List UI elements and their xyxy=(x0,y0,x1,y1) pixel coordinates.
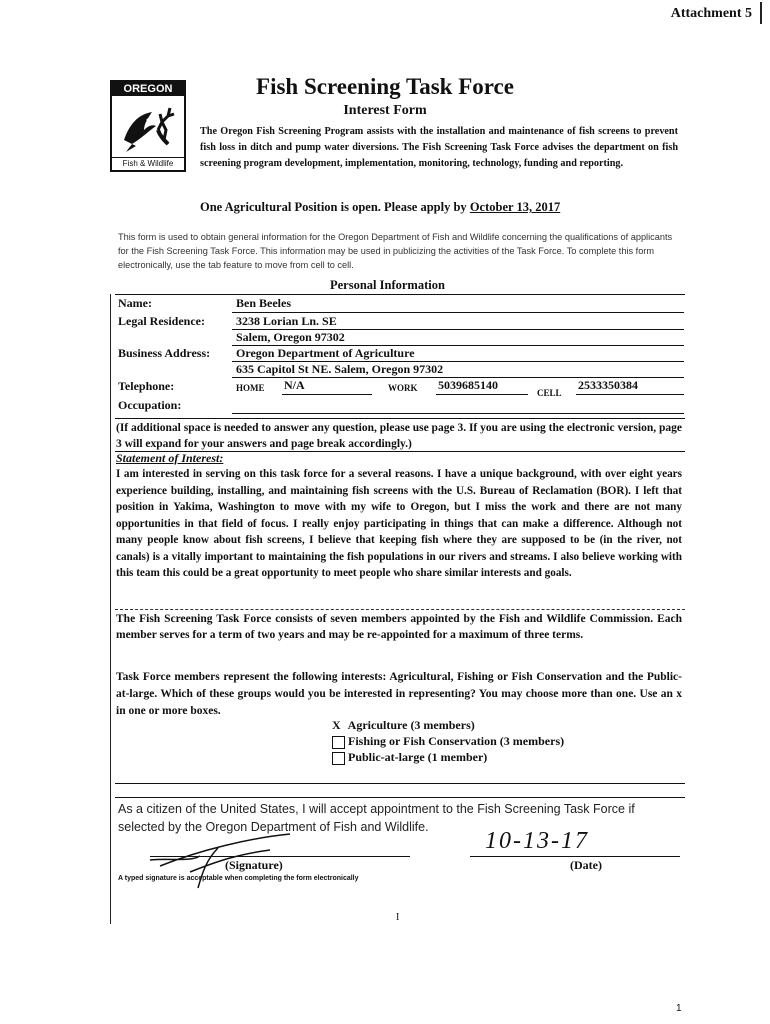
business-line1-field[interactable]: Oregon Department of Agriculture xyxy=(236,346,415,360)
additional-space-note: (If additional space is needed to answer any question, please use page 3. If you are using the electronic version, page 3 will expand for your answers and page break accordingly.) xyxy=(116,422,682,450)
business-label: Business Address: xyxy=(118,346,211,360)
agriculture-mark: X xyxy=(332,718,341,732)
residence-label: Legal Residence: xyxy=(118,314,205,328)
public-checkbox[interactable] xyxy=(332,752,345,765)
fishing-checkbox[interactable] xyxy=(332,736,345,749)
page-title: Fish Screening Task Force xyxy=(256,74,514,99)
home-phone-field[interactable]: N/A xyxy=(284,378,305,392)
open-position-text: One Agricultural Position is open. Please apply by xyxy=(200,200,470,214)
commission-paragraph: The Fish Screening Task Force consists of seven members appointed by the Fish and Wildlife Commission. Each member serves for a term of two years and may be re-appointed for a maximum of three terms. xyxy=(116,613,682,641)
residence-line1-field[interactable]: 3238 Lorian Ln. SE xyxy=(236,314,337,328)
signature-line xyxy=(150,856,410,857)
name-underline xyxy=(232,312,684,313)
fishing-label: Fishing or Fish Conservation (3 members) xyxy=(348,734,565,748)
date-line xyxy=(470,856,680,857)
statement-title: Statement of Interest: xyxy=(116,451,224,465)
name-field[interactable]: Ben Beeles xyxy=(236,296,291,310)
statement-dashed-divider xyxy=(115,609,685,610)
agriculture-label: Agriculture (3 members) xyxy=(347,718,475,732)
cell-phone-field[interactable]: 2533350384 xyxy=(578,378,638,392)
fish-wildlife-logo-icon xyxy=(118,100,178,154)
deadline-date: October 13, 2017 xyxy=(469,200,561,214)
date-label: (Date) xyxy=(570,858,602,872)
work-label: WORK xyxy=(388,383,418,393)
attachment-label: Attachment 5 xyxy=(670,6,752,21)
logo-top-text: OREGON xyxy=(112,82,184,96)
citizen-top-border-1 xyxy=(115,783,685,784)
odfw-logo xyxy=(110,80,186,172)
section-divider xyxy=(115,294,685,295)
intro-paragraph: The Oregon Fish Screening Program assists with the installation and maintenance of fish screens to prevent fish loss in ditch and pump water diversions. The Fish Screening Task Force advises the department on fish screening program development, implementation, monitoring, technology, funding and reporting. xyxy=(200,126,678,169)
page-number: 1 xyxy=(676,1003,682,1014)
business-line2-field[interactable]: 635 Capitol St NE. Salem, Oregon 97302 xyxy=(236,362,444,376)
public-label: Public-at-large (1 member) xyxy=(348,750,488,764)
home-underline xyxy=(282,394,372,395)
name-label: Name: xyxy=(118,296,152,310)
purpose-paragraph: This form is used to obtain general information for the Oregon Department of Fish and Wildlife concerning the qualifications of applicants for the Fish Screening Task Force. This information may be used in publicizing the activities of the Task Force. To complete this form electronically, use the tab feature to move from cell to cell. xyxy=(118,232,673,270)
interests-paragraph: Task Force members represent the following interests: Agricultural, Fishing or Fish Conservation and the Public-at-large. Which of these groups would you be interested in representing? You may choose more than one. Use an x in one or more boxes. xyxy=(116,671,682,717)
occupation-field[interactable] xyxy=(232,413,684,414)
citizen-statement: As a citizen of the United States, I will accept appointment to the Fish Screening Task Force if selected by the Oregon Department of Fish and Wildlife. xyxy=(118,802,635,834)
page-subtitle: Interest Form xyxy=(343,103,427,118)
citizen-top-border-2 xyxy=(115,797,685,798)
open-position-notice xyxy=(200,200,600,215)
telephone-label: Telephone: xyxy=(118,379,175,393)
form-left-border xyxy=(110,294,111,924)
home-label: HOME xyxy=(236,383,265,393)
signature-date-field[interactable]: 10-13-17 xyxy=(485,828,589,854)
cell-label: CELL xyxy=(537,388,562,398)
edge-mark xyxy=(760,2,762,24)
personal-info-title: Personal Information xyxy=(330,278,445,292)
work-phone-field[interactable]: 5039685140 xyxy=(438,378,498,392)
logo-bottom-text: Fish & Wildlife xyxy=(112,157,184,170)
residence-line2-field[interactable]: Salem, Oregon 97302 xyxy=(236,330,345,344)
option-agriculture[interactable] xyxy=(332,718,475,733)
footer-mark: I xyxy=(396,912,400,923)
note-top-border xyxy=(115,418,685,419)
cell-underline xyxy=(576,394,684,395)
work-underline xyxy=(436,394,528,395)
typed-signature-note: A typed signature is acceptable when completing the form electronically xyxy=(118,875,359,882)
occupation-label: Occupation: xyxy=(118,398,182,412)
signature-label: (Signature) xyxy=(225,858,283,872)
statement-of-interest-field[interactable]: I am interested in serving on this task force for a several reasons. I have a unique background, with over eight years experience building, installing, and maintaining fish screens with the U.S. Bureau of Reclamation (BOR). I left that position in Yakima, Washington to move with my wife to Oregon, but I miss the work and there are not many opportunities in that field of focus. I really enjoy participating in things that can make a difference. Although not many people know about fish screens, I believe that keeping fish where they are supposed to be (in the river, not canals) is a vitally important to maintaining the fish populations in our rivers and streams. I also believe working with this team this could be a great opportunity to meet people who share similar interests and goals. xyxy=(116,468,682,579)
